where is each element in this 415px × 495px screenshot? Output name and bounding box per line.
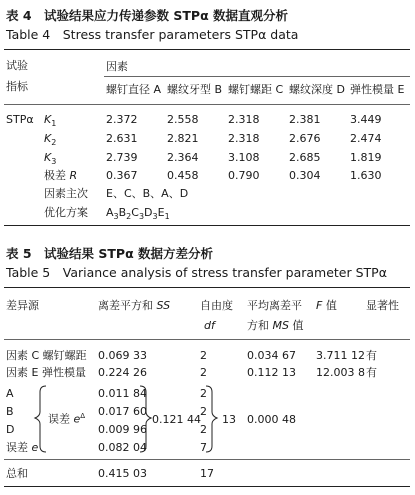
table4-caption-en: Table 4 Stress transfer parameters STPα data — [6, 27, 299, 42]
table4-factor-e: 弹性模量 E — [350, 83, 405, 96]
table4-k1-d: 2.381 — [289, 113, 321, 126]
table5-error-b-df: 2 — [200, 405, 207, 418]
table4-k2-e: 2.474 — [350, 132, 382, 145]
table4-r-a: 0.367 — [106, 169, 138, 182]
table4-header-label-1: 试验 — [6, 59, 28, 72]
table5-caption-en: Table 5 Variance analysis of stress transfer parameter STPα — [6, 265, 387, 280]
table5-header-df-2: df — [204, 319, 215, 332]
table4-optimal-label: 优化方案 — [44, 206, 88, 219]
table4-k2-b: 2.821 — [167, 132, 199, 145]
table4-row-label: STPα — [6, 113, 34, 126]
table4-k2-a: 2.631 — [106, 132, 138, 145]
table5-row-e-df: 2 — [200, 366, 207, 379]
table4-factor-a: 螺钉直径 A — [106, 83, 162, 96]
table4-order-value: E、C、B、A、D — [106, 187, 189, 200]
table5-total-label: 总和 — [6, 467, 28, 480]
table4-factor-d: 螺纹深度 D — [289, 83, 345, 96]
table4-r-e: 1.630 — [350, 169, 382, 182]
table5-error-a-df: 2 — [200, 387, 207, 400]
table5-error-item-b: B — [6, 405, 14, 418]
table4-k2-d: 2.676 — [289, 132, 321, 145]
table4-r-b: 0.458 — [167, 169, 199, 182]
table5-header-ms-1: 平均离差平 — [247, 299, 302, 312]
table5-total-df: 17 — [200, 467, 214, 480]
table5-row-c-f: 3.711 12 — [316, 349, 365, 362]
table4-order-label: 因素主次 — [44, 187, 88, 200]
table5-error-e-ss: 0.082 04 — [98, 441, 147, 454]
bracket-df-right-brace — [206, 386, 217, 452]
table4-r-c: 0.790 — [228, 169, 260, 182]
table4-k2-label: $K_2$ — [44, 132, 57, 148]
table5-total-rule — [4, 459, 410, 460]
table5-row-c-source: 因素 C 螺钉螺距 — [6, 349, 87, 362]
table4-r-d: 0.304 — [289, 169, 321, 182]
table4-caption-cn: 表 4 试验结果应力传递参数 STPα 数据直观分析 — [6, 8, 289, 23]
table5-header-source: 差异源 — [6, 299, 39, 312]
table4-range-label: 极差 R — [44, 169, 78, 182]
table4-factor-c: 螺钉螺距 C — [228, 83, 284, 96]
bracket-left-brace — [35, 386, 46, 452]
table4-k1-e: 3.449 — [350, 113, 382, 126]
table5-row-c-ms: 0.034 67 — [247, 349, 296, 362]
table4-factor-b: 螺纹牙型 B — [167, 83, 223, 96]
table4-k3-b: 2.364 — [167, 151, 199, 164]
table4-k2-c: 2.318 — [228, 132, 260, 145]
table5-error-a-ss: 0.011 84 — [98, 387, 147, 400]
table5-row-c-df: 2 — [200, 349, 207, 362]
table4-k3-d: 2.685 — [289, 151, 321, 164]
table4-k3-c: 3.108 — [228, 151, 260, 164]
table5-header-df-1: 自由度 — [200, 299, 233, 312]
table5-total-ss: 0.415 03 — [98, 467, 147, 480]
table5-error-d-ss: 0.009 96 — [98, 423, 147, 436]
table5-caption-cn: 表 5 试验结果 STPα 数据方差分析 — [6, 246, 214, 261]
table5-header-ss: 离差平方和 SS — [98, 299, 171, 312]
table5-error-label: 误差 $e^\Delta$ — [48, 412, 86, 426]
table4-k1-b: 2.558 — [167, 113, 199, 126]
table5-bottom-rule — [4, 486, 410, 487]
table5-row-c-sig: 有 — [366, 349, 377, 362]
table4-k1-label: $K_1$ — [44, 113, 57, 129]
table5-header-f: F 值 — [316, 299, 337, 312]
table4-k1-c: 2.318 — [228, 113, 260, 126]
table5-row-c-ss: 0.069 33 — [98, 349, 147, 362]
table5-row-e-sig: 有 — [366, 366, 377, 379]
table5-row-e-ss: 0.224 26 — [98, 366, 147, 379]
table4-k1-a: 2.372 — [106, 113, 138, 126]
table5-error-item-d: D — [6, 423, 15, 436]
table5-row-e-f: 12.003 8 — [316, 366, 365, 379]
table5-error-item-e: 误差 e — [6, 441, 39, 454]
table5-error-b-ss: 0.017 60 — [98, 405, 147, 418]
table4-header-label-2: 指标 — [6, 80, 28, 93]
table4-k3-label: $K_3$ — [44, 151, 57, 167]
table5-header-sig: 显著性 — [366, 299, 399, 312]
table5-row-e-source: 因素 E 弹性模量 — [6, 366, 86, 379]
table5-error-d-df: 2 — [200, 423, 207, 436]
table4-k3-e: 1.819 — [350, 151, 382, 164]
table4-header-group: 因素 — [106, 60, 128, 73]
table5-row-e-ms: 0.112 13 — [247, 366, 296, 379]
table5-header-ms-2: 方和 MS 值 — [247, 319, 304, 332]
table5-error-item-a: A — [6, 387, 14, 400]
table5-error-ss-total: 0.121 44 — [152, 413, 201, 426]
table5-error-ms: 0.000 48 — [247, 413, 296, 426]
table5-error-df-total: 13 — [222, 413, 236, 426]
table5-error-e-df: 7 — [200, 441, 207, 454]
table4-k3-a: 2.739 — [106, 151, 138, 164]
table4-optimal-value: $A_3B_2C_3D_3E_1$ — [106, 206, 170, 222]
